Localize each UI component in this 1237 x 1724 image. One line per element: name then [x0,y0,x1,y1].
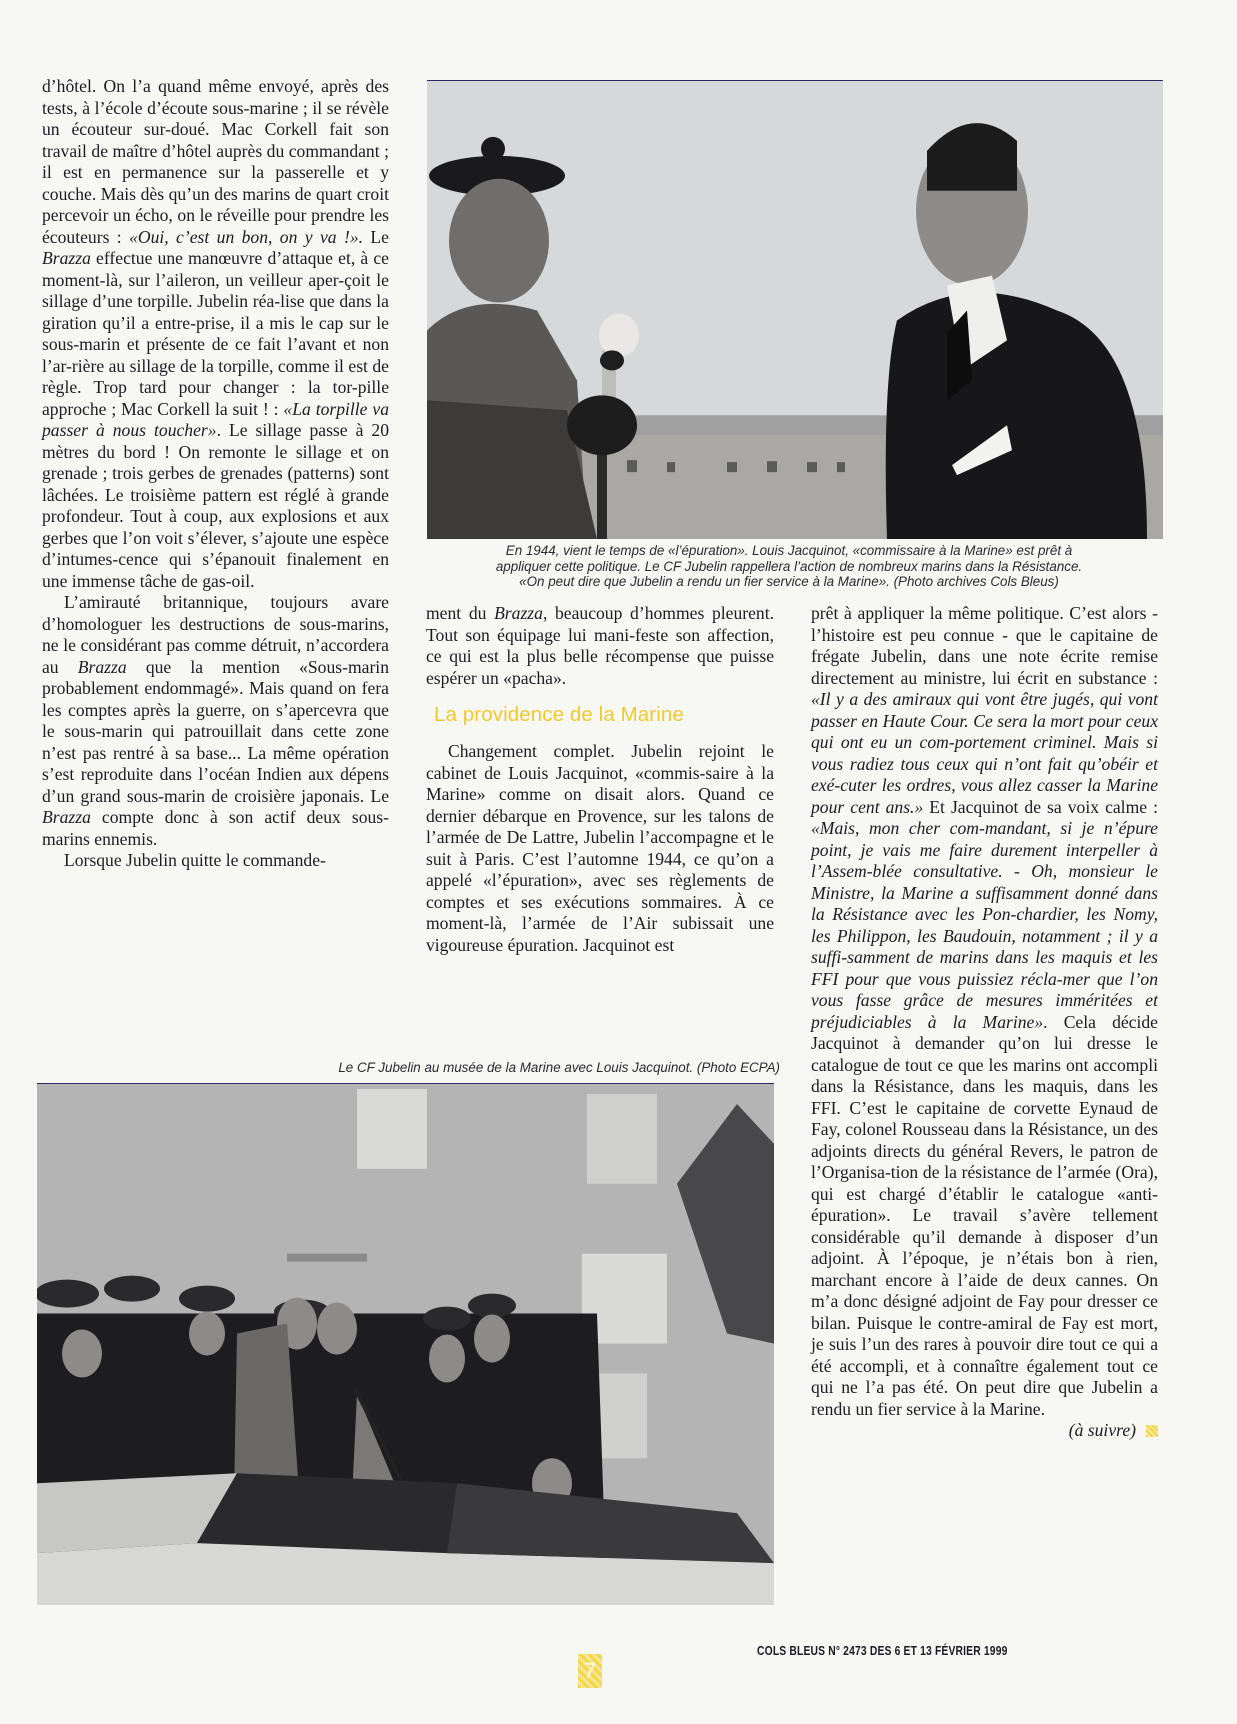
photo-top-image [427,81,1163,539]
text-run: compte donc à son actif deux sous-marins ennemis. [42,807,389,849]
text-run: prêt à appliquer la même politique. C’est alors - l’histoire est peu connue - que le capitaine de frégate Jubelin, dans une note écrite remise directement au ministre, lui écrit en substance : [811,603,1158,688]
text-run: . Le sillage passe à 20 mètres du bord ! On remonte le sillage et on grenade ; trois gerbes de grenades (patterns) sont lâchées. Le troisième pattern est réglé à grande profondeur. Tout à coup, aux explosions et aux gerbes que l’on voit s’élever, s’ajoute une espèce d’intumes-cence qui s’épanouit finalement en une immense tâche de gas-oil. [42,420,390,591]
text-run: Changement complet. Jubelin rejoint le cabinet de Louis Jacquinot, «commis-saire à la Marine» comme on disait alors. Quand ce dernier débarque en Provence, sur les talons de l’armée de De Lattre, Jubelin l’accompagne et le suit à Paris. C’est l’automne 1944, ce qu’on a appelé «l’épuration», avec ses règlements de comptes et ses exécutions sommaires. À ce moment-là, l’armée de l’Air subissait une vigoureuse épuration. Jacquinot est [426,741,774,955]
caption-line: «On peut dire que Jubelin a rendu un fier service à la Marine». (Photo archives Cols Bleus) [519,574,1059,589]
article-column-3 [811,603,1158,1442]
text-run: Et Jacquinot de sa voix calme : [923,796,1158,817]
photo-bottom-image [37,1084,774,1605]
article-paragraph [426,603,774,689]
italic-text: Brazza [42,807,91,827]
italic-text: «La torpille va passer à nous toucher» [42,398,389,440]
text-run: Le [363,226,389,247]
article-column-1 [42,76,389,872]
text-run: ment du [426,603,495,623]
magazine-issue-reference: COLS BLEUS N° 2473 DES 6 ET 13 FÉVRIER 1999 [757,1644,1008,1658]
text-run: Lorsque Jubelin quitte le commande- [64,850,326,870]
article-paragraph [42,850,389,872]
to-be-continued [811,1420,1158,1442]
italic-text: «Mais, mon cher com-mandant, si je n’épure point, je vais me faire durement interpeller à l’Assem-blée consultative. - Oh, monsieur le Ministre, la Marine a suffisamment donné dans la Résistance avec les Pon-chardier, les Nomy, les Philippon, les Baudouin, notamment ; il y a suffi-samment de marins dans les maquis et les FFI pour que vous puissiez récla-mer que l’on vous fasse grâce de mesures imméritées et préjudiciables à la Marine» [811,818,1158,1032]
caption-line: appliquer cette politique. Le CF Jubelin rappellera l’action de nombreux marins dans la Résistance. [495,558,1083,574]
caption-line: En 1944, vient le temps de «l’épuration». Louis Jacquinot, «commissaire à la Marine» est prêt à [505,543,1073,558]
photo-bottom-caption: Le CF Jubelin au musée de la Marine avec Louis Jacquinot. (Photo ECPA) [338,1060,780,1075]
photo-jacquinot-microphone [427,80,1163,539]
text-run: L’amirauté britannique, toujours avare d’homologuer les destructions de sous-marins, ne le considérant pas comme détruit, n’accordera au [42,592,389,677]
article-paragraph [426,741,774,956]
photo-musee-marine-group [37,1083,774,1605]
italic-text: «Oui, c’est un bon, on y va !». [129,226,364,247]
italic-text: Brazza [77,656,127,677]
article-paragraph [811,603,1158,1420]
page-number: 7 [578,1654,602,1688]
section-subhead: La providence de la Marine [434,703,684,726]
to-be-continued-label: (à suivre) [1068,1420,1136,1440]
text-run: . Cela décide Jacquinot à demander qu’on lui dresse le catalogue de tout ce que les marins ont accompli dans la Résistance, dans les maquis, dans les FFI. C’est le capitaine de corvette Eynaud de Fay, colonel Rousseau dans la Résistance, un des adjoints directs du général Revers, le patron de l’Organisa-tion de la résistance de l’armée (Ora), qui est chargé d’établir le catalogue «anti-épuration». Le travail s’avère tellement considérable qu’il demande à disposer d’un adjoint. À l’époque, je n’étais bon à rien, marchant encore à l’aide de deux cannes. On m’a donc désigné adjoint de Fay pour dresser ce bilan. Puisque le contre-amiral de Fay est mort, je suis l’un des rares à pouvoir dire tout ce qui a été accompli, et à connaître également tout ce qui ne l’a pas été. On peut dire que Jubelin a rendu un fier service à la Marine. [811,1011,1158,1419]
photo-top-caption [428,543,1150,590]
text-run: d’hôtel. On l’a quand même envoyé, après des tests, à l’école d’écoute sous-marine ; il se révèle un écouteur sur-doué. Mac Corkell fait son travail de maître d’hôtel auprès du commandant ; il est en permanence sur la passerelle et y couche. Mais dès qu’un des marins de quart croit percevoir un écho, on le réveille pour prendre les écouteurs : [42,76,389,247]
end-mark-icon [1146,1425,1158,1437]
article-paragraph [42,592,389,850]
italic-text: Brazza [42,248,91,268]
article-column-2 [426,603,774,956]
text-run: , beaucoup d’hommes pleurent. Tout son équipage lui mani-feste son affection, ce qui est la plus belle récompense que puisse espérer un «pacha». [426,603,774,688]
italic-text: Brazza [494,603,543,623]
italic-text: «Il y a des amiraux qui vont être jugés, qui vont passer en Haute Cour. Ce sera la mort pour ceux qui ont eu un com-portement criminel. Mais si vous radiez tous ceux qui n’ont fait qu’obéir et exé-cuter les ordres, vous allez casser la Marine pour cent ans.» [811,689,1158,817]
text-run: effectue une manœuvre d’attaque et, à ce moment-là, sur l’aileron, un veilleur aper-çoit le sillage d’une torpille. Jubelin réa-lise que dans la giration qu’il a entre-prise, il a mis le cap sur le sous-marin et présente de ce fait l’avant et non l’ar-rière au sillage de la torpille, comme il est de règle. Trop tard pour changer : la tor-pille approche ; Mac Corkell la suit ! : [42,248,389,419]
article-paragraph [42,76,389,592]
text-run: que la mention «Sous-marin probablement endommagé». Mais quand on fera les comptes après la guerre, on s’apercevra que le sous-marin qui patrouillait dans cette zone n’est pas rentré à sa base... La même opération s’est reproduite dans l’océan Indien aux dépens d’un grand sous-marin de croisière japonais. Le [42,656,389,806]
